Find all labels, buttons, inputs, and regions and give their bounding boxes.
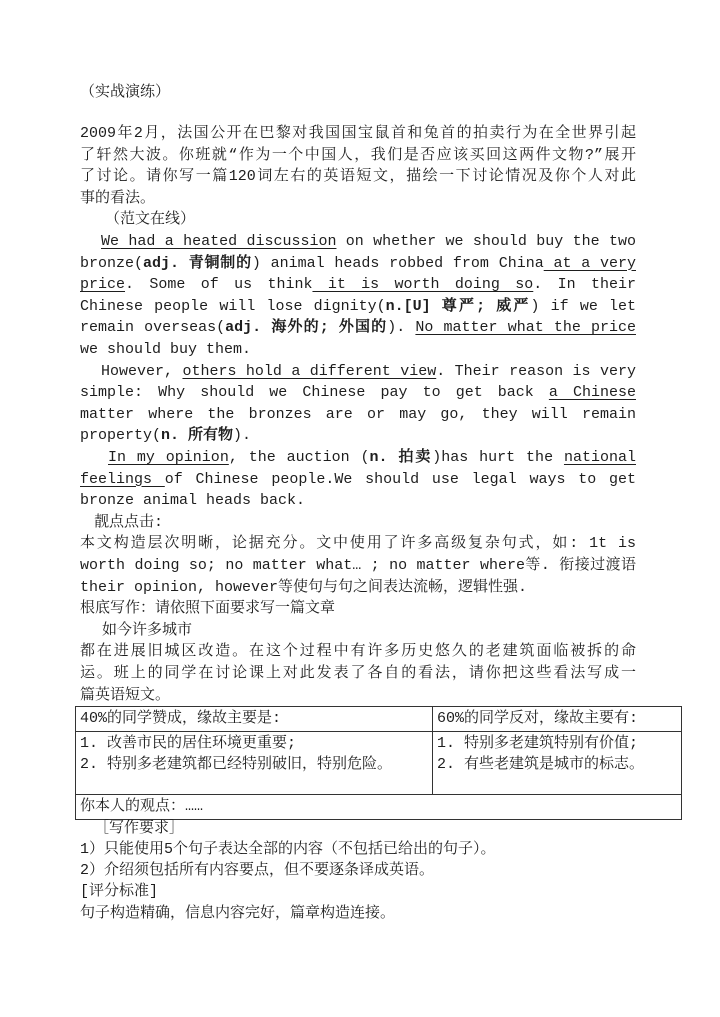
vocab-note: n. 拍卖 — [369, 449, 433, 466]
text-line — [108, 447, 636, 468]
text-segment: worth doing so; no matter what… ; no matter where等. 衔接过渡语 — [80, 557, 636, 574]
text-line — [80, 490, 636, 511]
reason-item: 2. 有些老建筑是城市的标志。 — [437, 756, 645, 773]
text-line — [80, 404, 636, 425]
text-line — [80, 296, 636, 317]
text-segment: 本文构造层次明晰，论据充分。文中使用了许多高级复杂句式，如: 1t is — [80, 535, 636, 553]
underlined-phrase: price — [80, 276, 126, 294]
text-segment: simple: Why should we Chinese pay to get back — [80, 384, 549, 402]
underlined-phrase: at a very — [553, 254, 636, 272]
text-segment: ) if we let — [530, 297, 636, 315]
vocab-note: adj. 海外的; 外国的 — [225, 319, 388, 337]
text-segment: . Their reason is very — [436, 362, 636, 380]
text-segment: 事的看法。 — [80, 189, 156, 207]
reason-item: 1. 特别多老建筑特别有价值; — [437, 735, 639, 752]
underlined-phrase: We had a heated discussion — [101, 233, 337, 250]
text-line — [80, 598, 636, 619]
text-segment: 运。班上的同学在讨论课上对此发表了各自的看法，请你把这些看法写成一 — [80, 665, 636, 682]
text-segment: on whether we should buy the two — [336, 233, 636, 250]
text-line — [80, 469, 636, 490]
table-header-for: 40%的同学赞成，缘故主要是: — [76, 707, 433, 732]
underlined-phrase: In my opinion — [108, 449, 229, 466]
text-segment: of Chinese people.We should use legal ways to get — [164, 470, 636, 488]
opinion-table — [75, 706, 682, 820]
text-line — [80, 382, 636, 403]
text-segment: we should buy them. — [80, 341, 252, 358]
text-line — [94, 512, 636, 533]
reason-item: 1. 改善市民的居住环境更重要; — [80, 735, 297, 752]
text-segment: However, — [101, 362, 183, 380]
underlined-phrase: national — [563, 449, 636, 466]
underlined-phrase: feelings — [80, 470, 165, 488]
table-header-against: 60%的同学反对，缘故主要有: — [433, 707, 682, 732]
text-segment: Chinese people will lose dignity( — [80, 297, 386, 315]
text-segment: bronze animal heads back. — [80, 492, 306, 510]
text-segment: bronze( — [80, 254, 144, 272]
text-segment: . Some of us think — [125, 276, 313, 294]
text-segment: )has hurt the — [432, 449, 564, 466]
text-line — [80, 663, 636, 684]
text-segment: 如今许多城市 — [102, 621, 193, 639]
scoring-heading: [评分标准] — [80, 883, 159, 900]
table-cell-against-reasons — [433, 732, 682, 795]
text-segment: 了轩然大波。你班就“作为一个中国人，我们是否应该买回这两件文物?”展开 — [80, 146, 636, 164]
text-segment: 都在进展旧城区改造。在这个过程中有许多历史悠久的老建筑面临被拆的命 — [80, 643, 636, 661]
text-segment: 靓点点击: — [94, 513, 164, 531]
text-line — [80, 317, 636, 338]
text-segment: matter where the bronzes are or may go, they will remain — [80, 405, 636, 423]
text-line — [80, 253, 636, 274]
text-line — [80, 555, 636, 576]
text-line — [101, 231, 636, 252]
requirements-heading: ［写作要求］ — [94, 820, 185, 837]
scoring-text: 句子构造精确，信息内容完好，篇章构造连接。 — [80, 905, 396, 922]
text-line — [101, 361, 636, 382]
requirement-item: 2）介绍须包括所有内容要点，但不要逐条译成英语。 — [80, 862, 435, 879]
text-line — [80, 685, 636, 706]
text-line — [80, 339, 636, 360]
underlined-phrase: others hold a different view — [182, 362, 437, 380]
text-line — [80, 577, 636, 598]
text-segment: ) animal heads robbed from China — [251, 254, 544, 272]
text-segment: . In their — [533, 276, 636, 294]
text-segment: property( — [80, 427, 162, 445]
vocab-note: n.[U] 尊严; 威严 — [385, 297, 531, 315]
text-line — [80, 533, 636, 554]
text-segment: 篇英语短文。 — [80, 686, 171, 704]
section-title: （实战演练） — [80, 84, 171, 101]
underlined-phrase: it is worth doing so — [312, 276, 534, 294]
underlined-phrase: No matter what the price — [415, 319, 636, 337]
text-segment: remain overseas( — [80, 319, 226, 337]
table-cell-for-reasons — [76, 732, 433, 795]
requirement-item: 1）只能使用5个句子表达全部的内容（不包括已给出的句子）。 — [80, 841, 496, 858]
text-segment: 根底写作：请依照下面要求写一篇文章 — [80, 600, 336, 618]
text-line — [80, 166, 636, 187]
text-line — [102, 620, 636, 641]
underlined-phrase: a Chinese — [548, 384, 636, 402]
text-segment: ). — [387, 319, 416, 337]
vocab-note: n. 所有物 — [161, 427, 234, 445]
text-segment: （范文在线） — [105, 211, 196, 229]
text-line — [80, 188, 636, 209]
text-line — [80, 641, 636, 662]
text-line — [105, 209, 636, 230]
vocab-note: adj. 青铜制的 — [143, 254, 252, 272]
text-line — [80, 425, 636, 446]
text-segment: ). — [233, 427, 252, 445]
reason-item: 2. 特别多老建筑都已经特别破旧，特别危险。 — [80, 756, 393, 773]
text-segment: 2009年2月，法国公开在巴黎对我国国宝鼠首和兔首的拍卖行为在全世界引起 — [80, 125, 636, 142]
text-segment: , the auction ( — [228, 449, 370, 466]
text-line — [80, 123, 636, 144]
text-segment: 了讨论。请你写一篇120词左右的英语短文，描绘一下讨论情况及你个人对此 — [80, 168, 636, 186]
text-line — [80, 274, 636, 295]
table-own-view: 你本人的观点：…… — [76, 795, 682, 820]
text-segment: their opinion, however等使句与句之间表达流畅，逻辑性强. — [80, 578, 528, 596]
text-line — [80, 145, 636, 166]
